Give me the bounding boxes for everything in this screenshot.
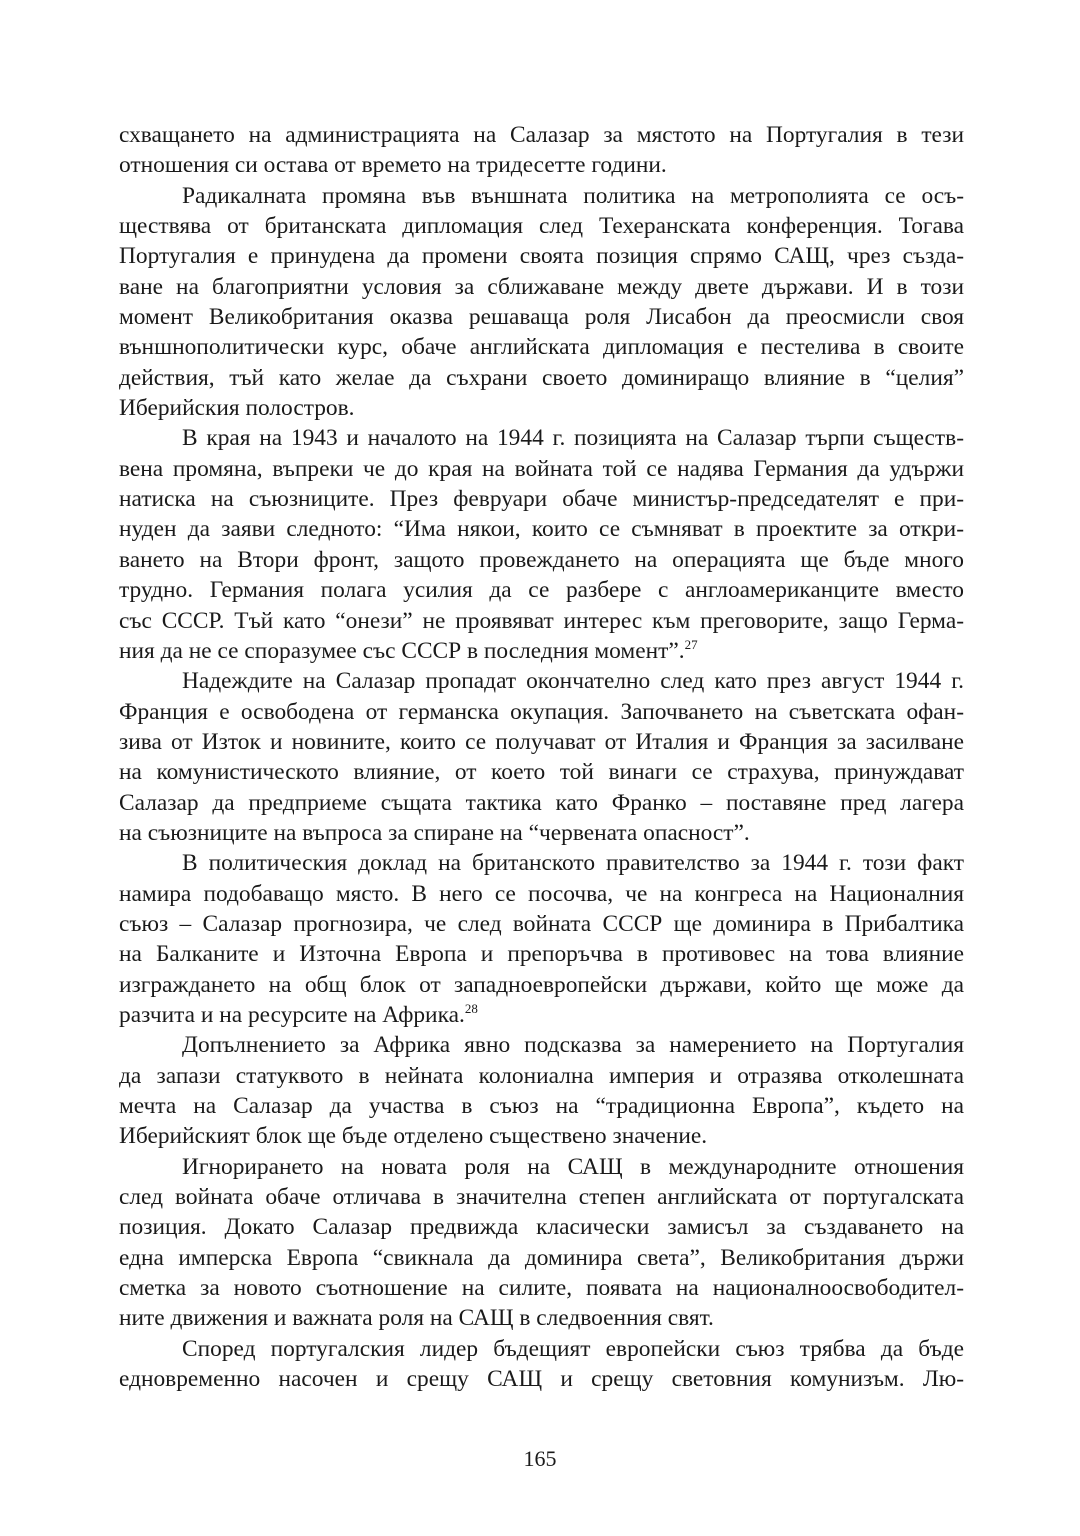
text-line: Франция е освободена от германска окупация. Започването на съветската офан- <box>119 698 964 725</box>
text-line: едновременно насочен и срещу САЩ и срещу световния комунизъм. Лю- <box>119 1366 964 1393</box>
text-line: външнополитически курс, обаче английската дипломация е пестелива в своите <box>119 334 964 361</box>
text-line: момент Великобритания оказва решаваща роля Лисабон да преосмисли своя <box>119 304 964 331</box>
text-line: ването на Втори фронт, защото провеждането на операцията ще бъде много <box>119 546 964 573</box>
text-line: сметка за новото съотношение на силите, появата на националноосвободител- <box>119 1275 964 1302</box>
text-line: Салазар да предприеме същата тактика като Франко – поставяне пред лагера <box>119 789 964 816</box>
text-line: зива от Изток и новините, които се получават от Италия и Франция за засилване <box>119 728 964 755</box>
paragraph <box>119 1334 964 1395</box>
text-line: В края на 1943 и началото на 1944 г. позицията на Салазар търпи съществ- <box>182 425 964 452</box>
body-text <box>119 120 964 1394</box>
text-line: на комунистическото влияние, от което той винаги се страхува, принуждават <box>119 759 964 786</box>
text-line: да запази статуквото в нейната колониална империя и отразява отколешната <box>119 1062 964 1089</box>
text-line: Надеждите на Салазар пропадат окончателно след като през август 1944 г. <box>182 668 964 695</box>
paragraph <box>119 120 964 181</box>
text-line: на Балканите и Източна Европа и препоръчва в противовес на това влияние <box>119 941 964 968</box>
text-line: със СССР. Тъй като “онези” не проявяват интерес към преговорите, защо Герма- <box>119 607 964 634</box>
paragraph <box>119 848 964 1030</box>
text-line: изграждането на общ блок от западноевропейски държави, който ще може да <box>119 971 964 998</box>
footnote-marker[interactable]: 27 <box>684 636 698 652</box>
text-line: схващането на администрацията на Салазар за мястото на Португалия в тези <box>119 122 964 148</box>
page-number: 165 <box>523 1446 557 1471</box>
text-line: след войната обаче отличава в значителна степен английската от португалската <box>119 1184 964 1211</box>
paragraph <box>119 1152 964 1334</box>
text-line: разчита и на ресурсите на Африка.$^{28}$ <box>119 1000 478 1028</box>
text-line: ния да не се споразумее със СССР в последния момент”.$^{27}$ <box>119 636 698 664</box>
text-line: ществява от британската дипломация след Техеранската конференция. Тогава <box>119 213 964 240</box>
text-line: на съюзниците на въпроса за спиране на “червената опасност”. <box>119 819 750 846</box>
text-line: Според португалския лидер бъдещият европейски съюз трябва да бъде <box>182 1335 964 1362</box>
text-line: нуден да заяви следното: “Има някои, които се съмняват в проектите за откри- <box>119 516 964 543</box>
text-line: една имперска Европа “свикнала да доминира света”, Великобритания държи <box>119 1244 964 1271</box>
text-line: действия, тъй като желае да съхрани своето доминиращо влияние в “целия” <box>119 364 964 391</box>
paragraph <box>119 1030 964 1151</box>
paragraph <box>119 666 964 848</box>
text-line: Иберийският блок ще бъде отделено съществено значение. <box>119 1123 708 1150</box>
text-line: трудно. Германия полага усилия да се разбере с англоамериканците вместо <box>119 577 964 604</box>
footnote-marker[interactable]: 28 <box>464 1000 478 1016</box>
paragraph <box>119 423 964 666</box>
text-line: намира подобаващо място. В него се посочва, че на конгреса на Националния <box>119 880 964 907</box>
text-line: позиция. Докато Салазар предвижда класически замисъл за създаването на <box>119 1214 964 1241</box>
text-line: ване на благоприятни условия за сближаване между двете държави. И в този <box>119 273 964 300</box>
text-line: ните движения и важната роля на САЩ в следвоенния свят. <box>119 1305 714 1332</box>
text-line: В политическия доклад на британското правителство за 1944 г. този факт <box>182 850 964 877</box>
text-line: натиска на съюзниците. През февруари обаче министър-председателят е при- <box>119 486 964 513</box>
text-line: Радикалната промяна във външната политика на метрополията се осъ- <box>182 182 964 209</box>
text-line: Допълнението за Африка явно подсказва за намерението на Португалия <box>182 1032 964 1059</box>
text-line: Португалия е принудена да промени своята позиция спрямо САЩ, чрез създа- <box>119 243 964 270</box>
text-line: Игнорирането на новата роля на САЩ в международните отношения <box>182 1153 964 1180</box>
text-line: мечта на Салазар да участва в съюз на “традиционна Европа”, където на <box>119 1093 964 1119</box>
text-line: вена промяна, въпреки че до края на войната той се надява Германия да удържи <box>119 455 964 482</box>
text-line: съюз – Салазар прогнозира, че след войната СССР ще доминира в Прибалтика <box>119 910 964 937</box>
paragraph <box>119 181 964 424</box>
text-line: Иберийския полостров. <box>119 395 355 422</box>
text-line: отношения си остава от времето на тридесетте години. <box>119 152 667 179</box>
